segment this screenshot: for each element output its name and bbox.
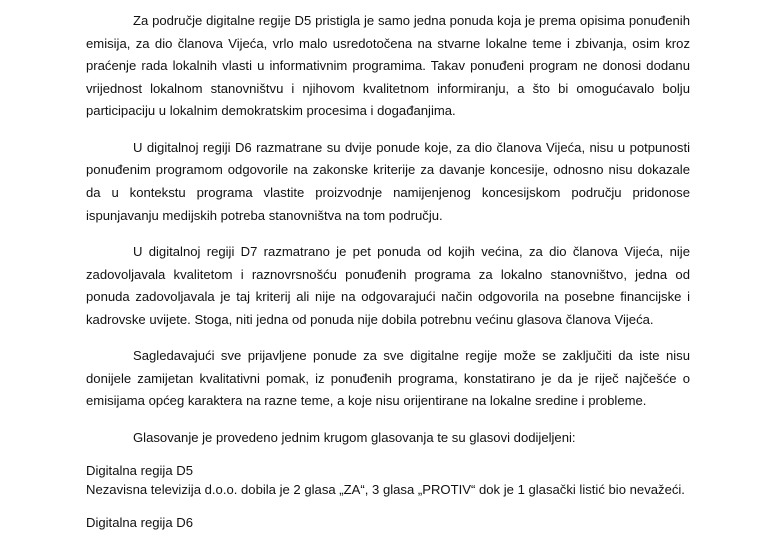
region-block-d5 — [86, 461, 690, 499]
voting-intro: Glasovanje je provedeno jednim krugom glasovanja te su glasovi dodijeljeni: — [133, 429, 576, 445]
region-heading-d5: Digitalna regija D5 — [86, 463, 193, 479]
paragraph-d6: U digitalnoj regiji D6 razmatrane su dvije ponude koje, za dio članova Vijeća, nisu u potpunosti ponuđenim programom odgovorile na zakonske kriterije za davanje koncesije, odnosno nisu dokazale da u kontekstu programa vlastite proizvodnje namijenjenog koncesijskom području pridonose ispunjavanju medijskih potreba stanovništva na tom području. — [86, 139, 690, 223]
region-heading-d6: Digitalna regija D6 — [86, 515, 193, 531]
paragraph-summary: Sagledavajući sve prijavljene ponude za sve digitalne regije može se zaključiti da iste nisu donijele zamijetan kvalitativni pomak, iz ponuđenih programa, konstatirano je da je riječ najčešće o emisijama općeg karaktera na razne teme, a koje nisu orijentirane na lokalne sredine i probleme. — [86, 348, 690, 409]
paragraph-d5: Za područje digitalne regije D5 pristigla je samo jedna ponuda koja je prema opisima ponuđenih emisija, za dio članova Vijeća, vrlo malo usredotočena na stvarne lokalne teme i zbivanja, osim kroz praćenje rada lokalnih vlasti u informativnim programima. Takav ponuđeni program ne donosi dodanu vrijednost lokalnom stanovništvu i njihovom kvalitetnom informiranju, a što bi omogućavalo bolju participaciju u lokalnim demokratskim procesima i događanjima. — [86, 13, 690, 119]
region-result-d5: Nezavisna televizija d.o.o. dobila je 2 glasa „ZA“, 3 glasa „PROTIV“ dok je 1 glasački listić bio nevažeći. — [86, 482, 685, 498]
document-page — [86, 10, 690, 532]
region-block-d6 — [86, 513, 690, 532]
paragraph-d7: U digitalnoj regiji D7 razmatrano je pet ponuda od kojih većina, za dio članova Vijeća, nije zadovoljavala kvalitetom i raznovrsnošću ponuđenih programa za lokalno stanovništvo, jedna od ponuda zadovoljavala je taj kriterij ali nije na odgovarajući način odgovorila na posebne financijske i kadrovske uvijete. Stoga, niti jedna od ponuda nije dobila potrebnu većinu glasova članova Vijeća. — [86, 243, 690, 327]
